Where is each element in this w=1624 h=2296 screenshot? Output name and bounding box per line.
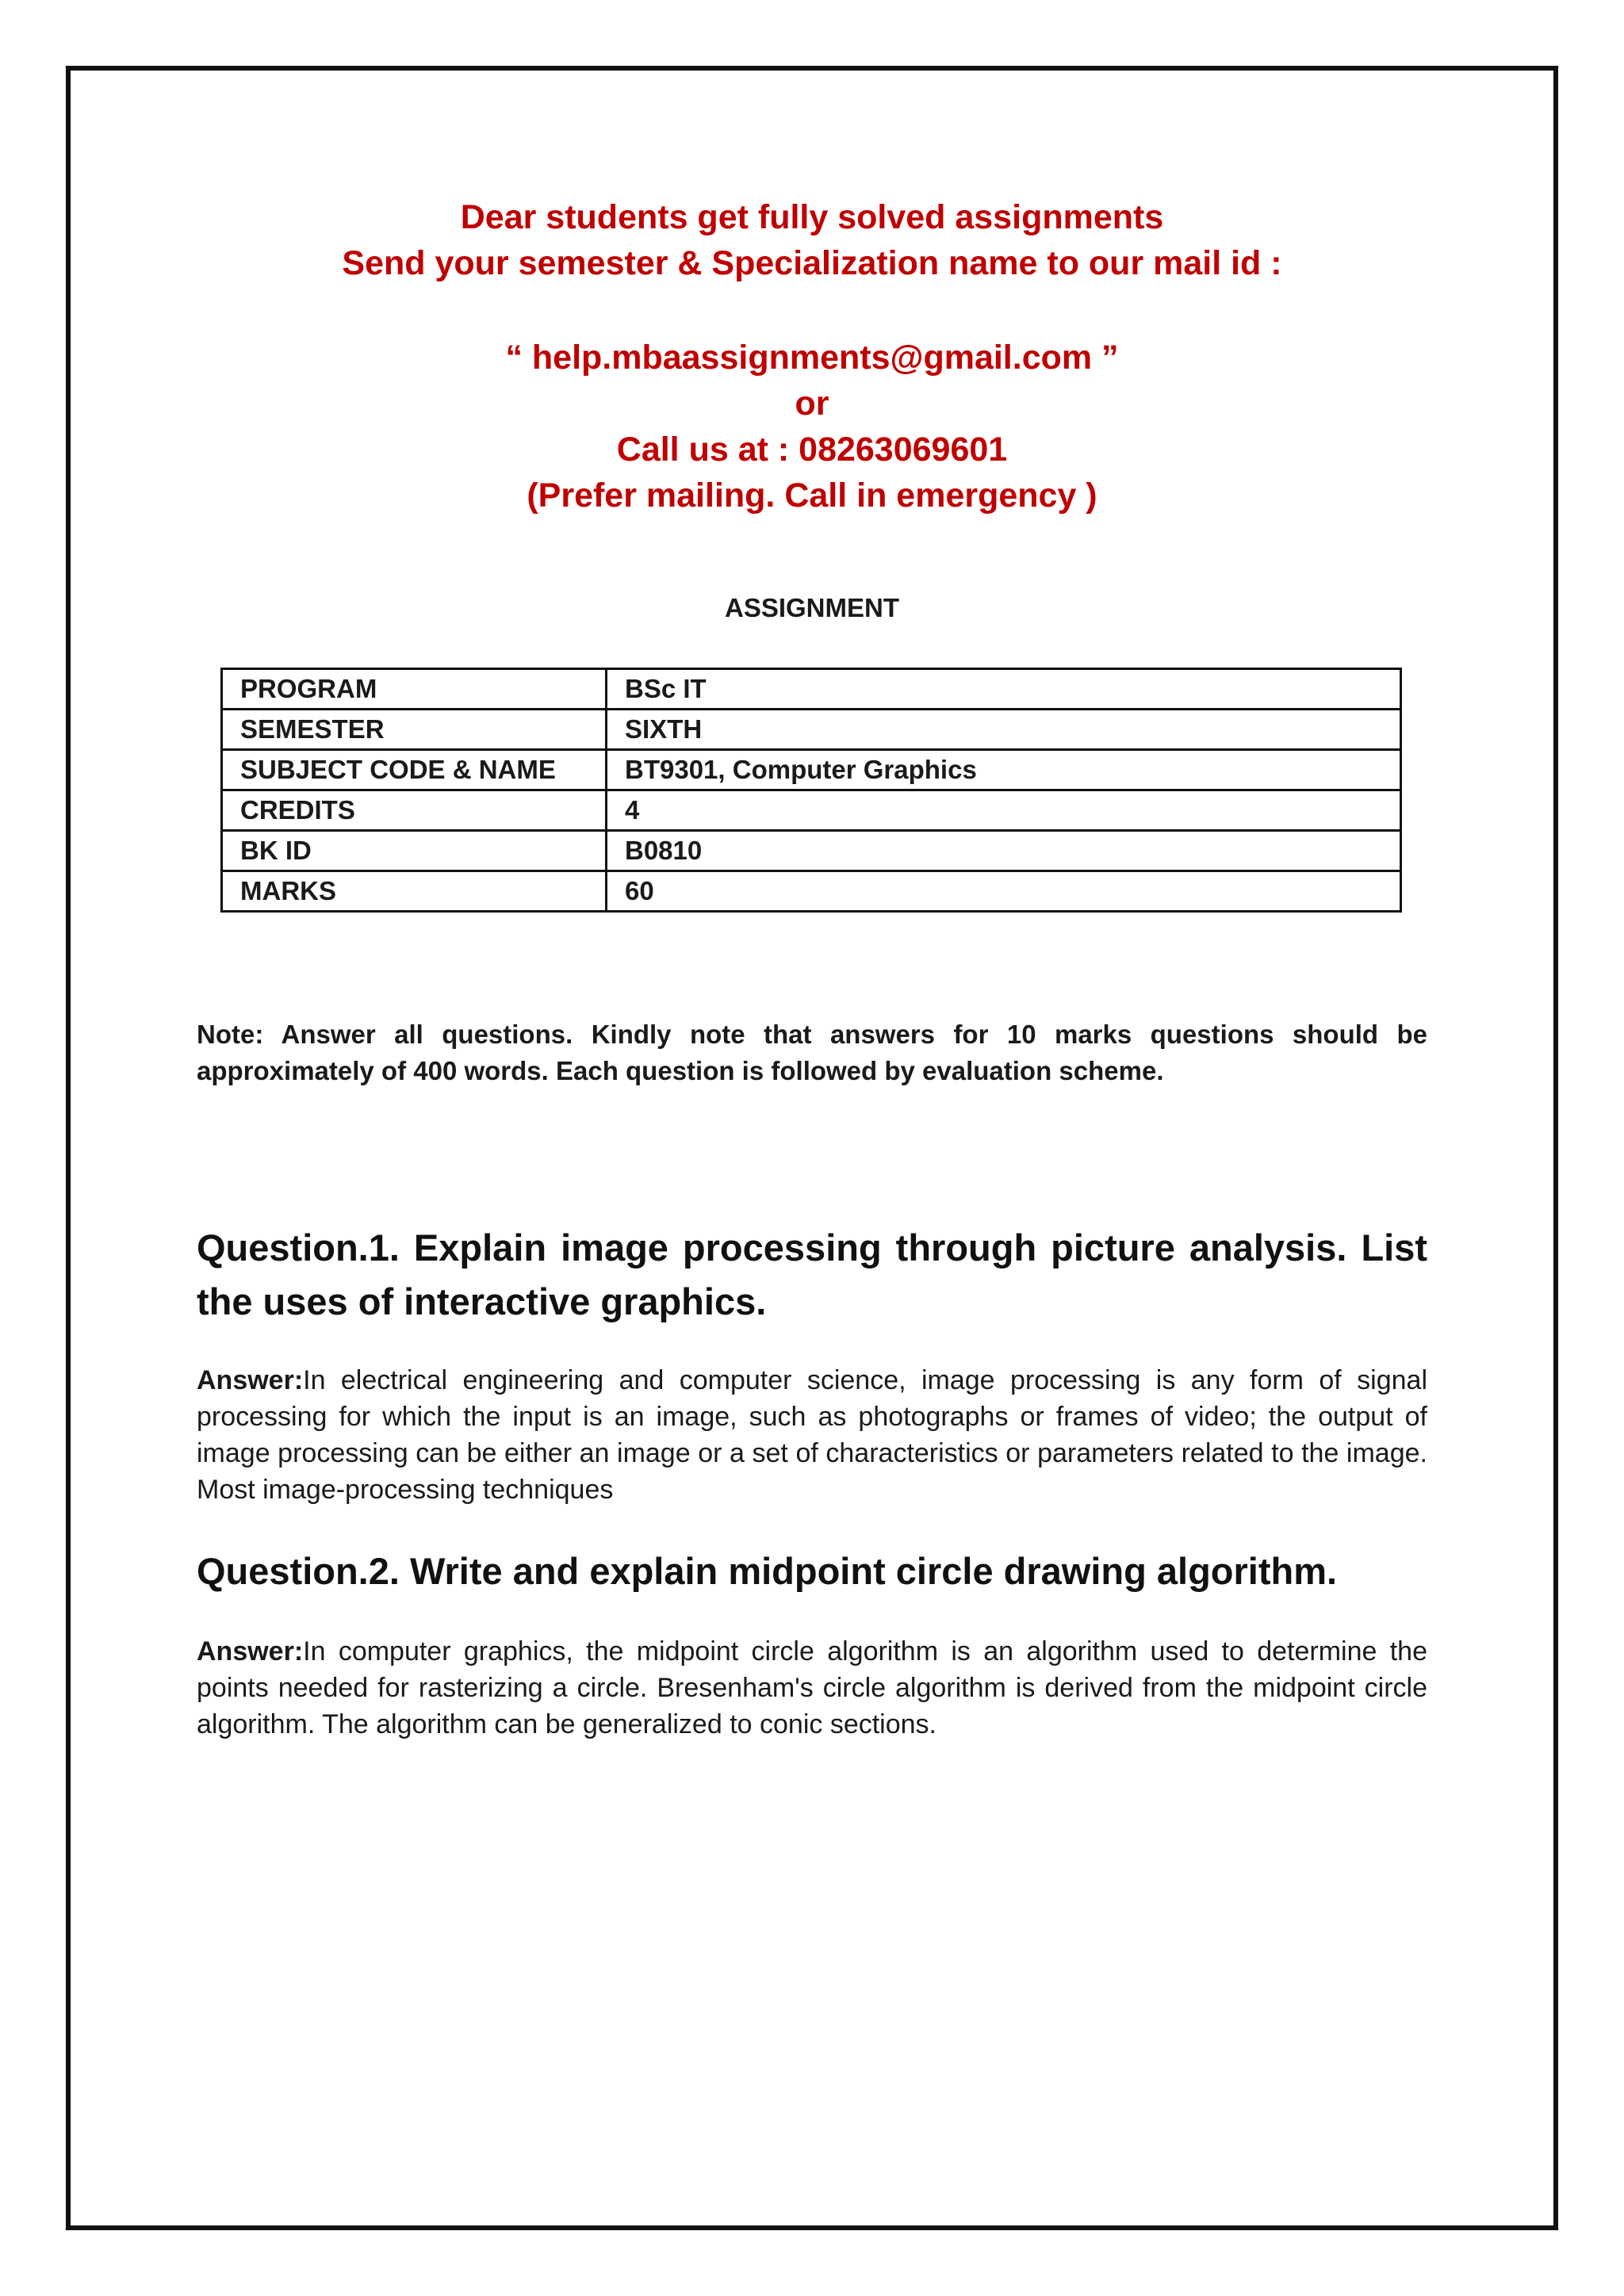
table-cell-value: B0810 xyxy=(607,831,1401,871)
table-cell-key: SUBJECT CODE & NAME xyxy=(222,750,607,790)
promo-phone: Call us at : 08263069601 xyxy=(616,430,1008,469)
table-row xyxy=(222,669,1401,710)
table-cell-value: 4 xyxy=(607,790,1401,831)
assignment-info-table xyxy=(220,668,1402,913)
promo-email[interactable]: “ help.mbaassignments@gmail.com ” xyxy=(505,339,1119,377)
answer-text: In electrical engineering and computer science, image processing is any form of signal processing for which the input is an image, such as photographs or frames of video; the output of image processing can be either an image or a set of characteristics or parameters related to the image. Most image-processing techniques xyxy=(197,1365,1427,1505)
promo-or: or xyxy=(795,385,829,423)
table-cell-value: 60 xyxy=(607,871,1401,912)
answer-label: Answer: xyxy=(197,1365,304,1395)
answer-label: Answer: xyxy=(197,1636,304,1667)
question-1-title: Question.1. Explain image processing through picture analysis. List the uses of interactive graphics. xyxy=(197,1226,1427,1322)
table-row xyxy=(222,831,1401,871)
promo-header xyxy=(0,194,1624,286)
table-cell-key: CREDITS xyxy=(222,790,607,831)
assignment-heading: ASSIGNMENT xyxy=(724,593,899,622)
table-cell-key: SEMESTER xyxy=(222,710,607,750)
table-row xyxy=(222,750,1401,790)
table-row xyxy=(222,790,1401,831)
promo-line-1: Dear students get fully solved assignments xyxy=(460,198,1164,236)
table-cell-value: SIXTH xyxy=(607,710,1401,750)
question-2-title: Question.2. Write and explain midpoint circle drawing algorithm. xyxy=(197,1550,1338,1592)
answer-text: In computer graphics, the midpoint circle algorithm is an algorithm used to determine the points needed for rasterizing a circle. Bresenham's circle algorithm is derived from the midpoint circle algorithm. The algorithm can be generalized to conic sections. xyxy=(197,1636,1427,1739)
promo-line-2: Send your semester & Specialization name to our mail id : xyxy=(342,244,1282,282)
question-1-answer xyxy=(197,1362,1427,1508)
table-cell-value: BSc IT xyxy=(607,669,1401,710)
table-cell-value: BT9301, Computer Graphics xyxy=(607,750,1401,790)
table-cell-key: BK ID xyxy=(222,831,607,871)
table-cell-key: PROGRAM xyxy=(222,669,607,710)
question-2-answer xyxy=(197,1633,1427,1743)
promo-contact xyxy=(0,335,1624,519)
instructions-note: Note: Answer all questions. Kindly note that answers for 10 marks questions should be approximately of 400 words. Each question is followed by evaluation scheme. xyxy=(197,1020,1427,1085)
table-row xyxy=(222,710,1401,750)
promo-note: (Prefer mailing. Call in emergency ) xyxy=(527,476,1097,515)
table-row xyxy=(222,871,1401,912)
table-cell-key: MARKS xyxy=(222,871,607,912)
